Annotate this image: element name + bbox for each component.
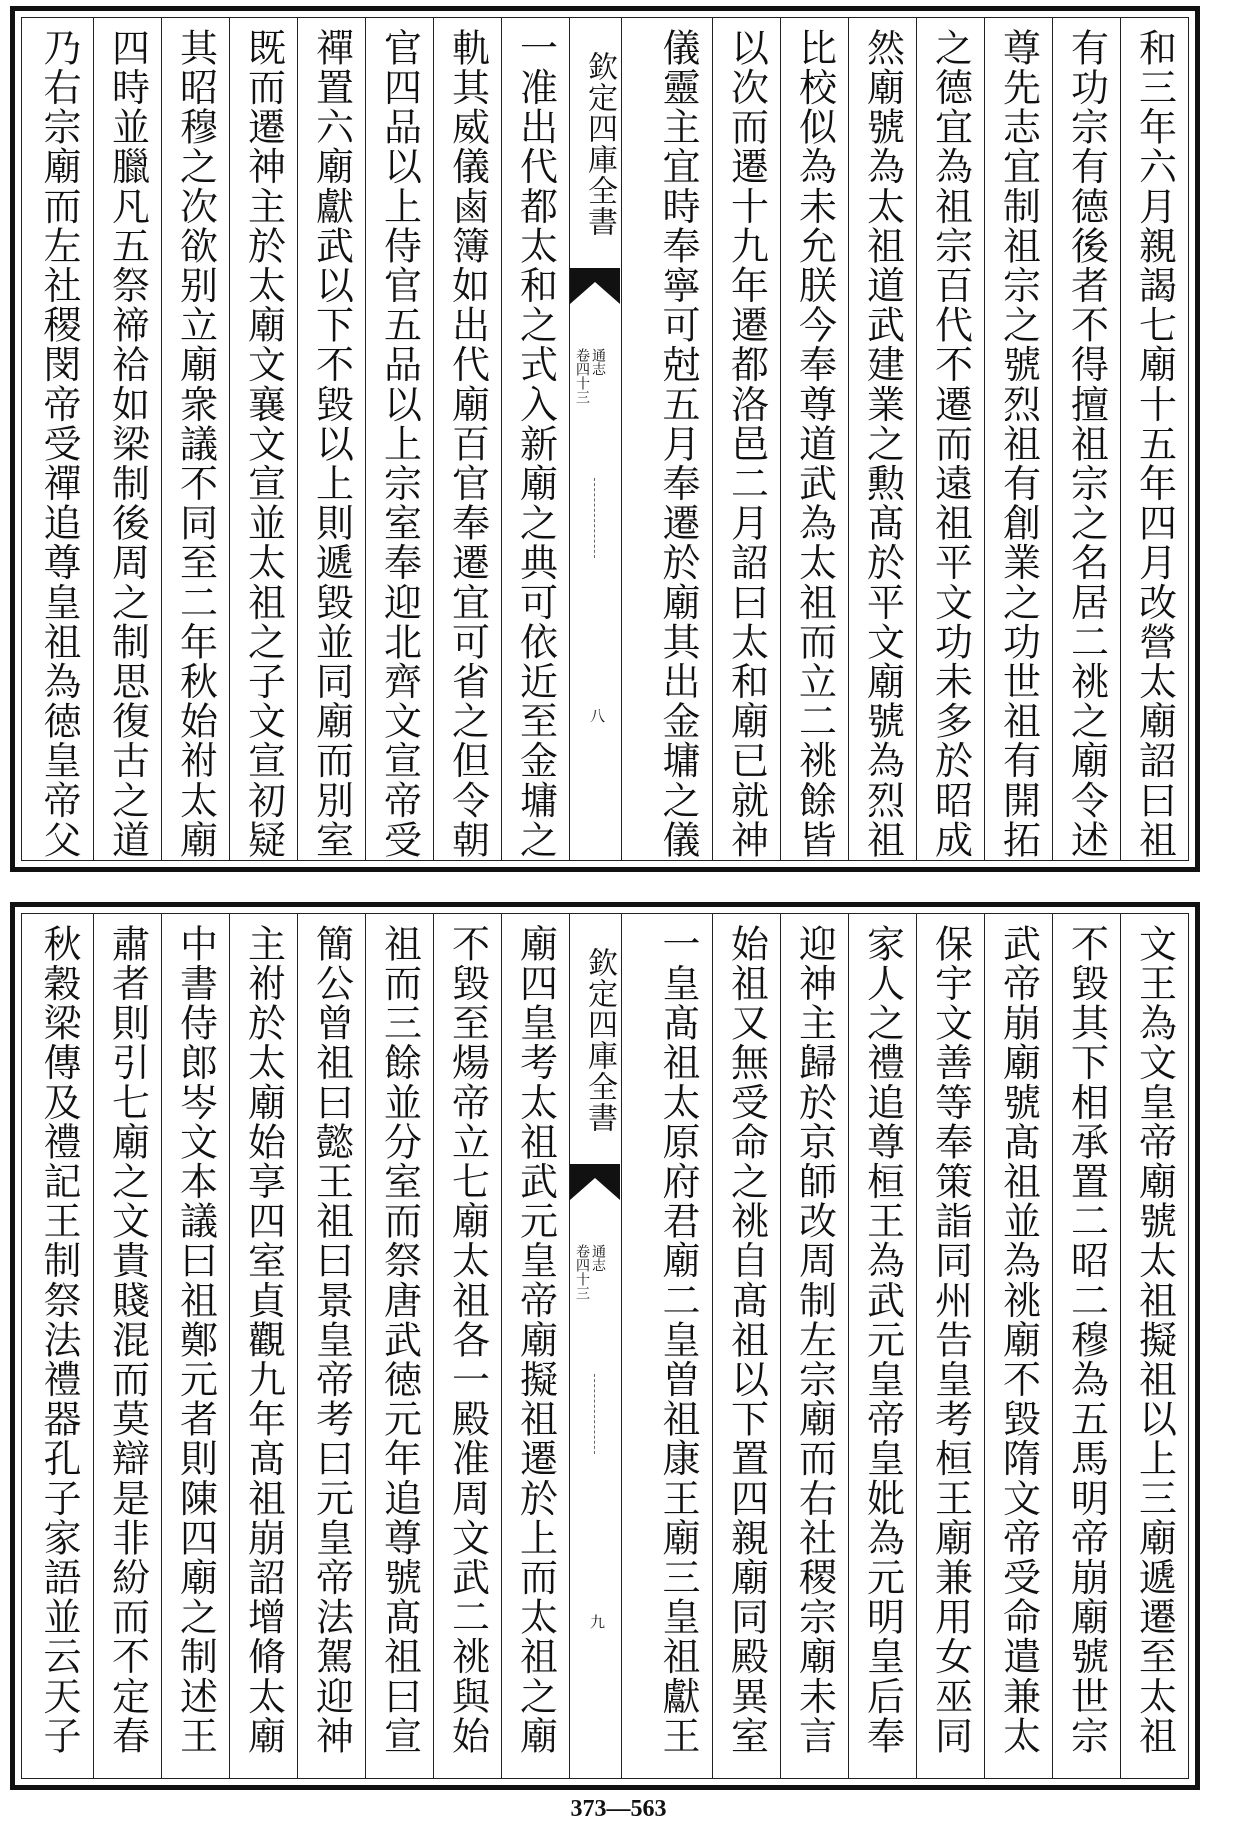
fishtail-mark-icon [570, 268, 620, 304]
right-half-lower [573, 914, 1188, 1778]
banxin-divider [594, 478, 595, 558]
text-column: 文王為文皇帝廟號太祖擬祖以上三廟遞遷至太祖 [1120, 914, 1188, 1778]
text-column: 秋穀梁傳及禮記王制祭法禮器孔子家語並云天子 [37, 924, 81, 1756]
text-column: 其昭穆之次欲别立廟衆議不同至二年秋始祔太廟 [161, 18, 229, 860]
text-column: 廟四皇考太祖武元皇帝廟擬祖遷於上而太祖之廟 [501, 914, 569, 1778]
text-column: 乃右宗廟而左社稷閔帝受禪追尊皇祖為徳皇帝父 [37, 28, 81, 860]
banxin-book-name: 通志 [590, 1244, 606, 1272]
text-column: 官四品以上侍官五品以上宗室奉迎北齊文宣帝受 [365, 18, 433, 860]
text-column: 以次而遷十九年遷都洛邑二月詔曰太和廟已就神 [712, 18, 780, 860]
text-column: 和三年六月親謁七廟十五年四月改營太廟詔曰祖 [1120, 18, 1188, 860]
text-column: 儀靈主宜時奉寧可尅五月奉遷於廟其出金墉之儀 [656, 28, 700, 860]
text-column: 迎神主歸於京師改周制左宗廟而右社稷宗廟未言 [780, 914, 848, 1778]
banxin-volume: 卷四十三 [574, 348, 590, 404]
banxin-divider [594, 1374, 595, 1454]
banxin-book-name: 通志 [590, 348, 606, 376]
fishtail-mark-icon [570, 1164, 620, 1200]
page-footer-number: 373—563 [570, 1796, 667, 1822]
page-leaf-lower [10, 902, 1200, 1790]
right-half-upper [573, 18, 1188, 860]
text-column: 中書侍郎岑文本議曰祖鄭元者則陳四廟之制述王 [161, 914, 229, 1778]
text-column: 不毀至煬帝立七廟太祖各一殿准周文武二祧與始 [433, 914, 501, 1778]
text-column: 不毀其下相承置二昭二穆為五馬明帝崩廟號世宗 [1052, 914, 1120, 1778]
banxin-volume: 卷四十三 [574, 1244, 590, 1300]
text-column: 祖而三餘並分室而祭唐武徳元年追尊號髙祖曰宣 [365, 914, 433, 1778]
text-column: 保宇文善等奉策詣同州告皇考桓王廟兼用女巫同 [916, 914, 984, 1778]
text-column: 肅者則引七廟之文貴賤混而莫辯是非紛而不定春 [93, 914, 161, 1778]
center-banxin [569, 18, 622, 860]
text-column: 既而遷神主於太廟文襄文宣並太祖之子文宣初疑 [229, 18, 297, 860]
text-column: 之德宜為祖宗百代不遷而遠祖平文功未多於昭成 [916, 18, 984, 860]
text-column: 軌其威儀鹵簿如出代廟百官奉遷宜可省之但令朝 [433, 18, 501, 860]
leaf-inner-frame [21, 17, 1189, 861]
page-leaf-upper [10, 6, 1200, 872]
leaf-inner-frame [21, 913, 1189, 1779]
text-column: 始祖又無受命之祧自髙祖以下置四親廟同殿異室 [712, 914, 780, 1778]
text-column: 武帝崩廟號髙祖並為祧廟不毀隋文帝受命遣兼太 [984, 914, 1052, 1778]
center-banxin [569, 914, 622, 1778]
text-column: 尊先志宜制祖宗之號烈祖有創業之功世祖有開拓 [984, 18, 1052, 860]
text-column: 簡公曾祖曰懿王祖曰景皇帝考曰元皇帝法駕迎神 [297, 914, 365, 1778]
banxin-title: 欽定四庫全書 [582, 947, 617, 1133]
text-column: 然廟號為太祖道武建業之勲髙於平文廟號為烈祖 [848, 18, 916, 860]
text-column: 比校似為未允朕今奉尊道武為太祖而立二祧餘皆 [780, 18, 848, 860]
text-column: 主祔於太廟始享四室貞觀九年髙祖崩詔增脩太廟 [229, 914, 297, 1778]
banxin-page-number: 八 [588, 708, 606, 723]
text-column: 有功宗有德後者不得擅祖宗之名居二祧之廟令述 [1052, 18, 1120, 860]
text-column: 四時並臘凡五祭禘祫如梁制後周之制思復古之道 [93, 18, 161, 860]
left-half-lower [22, 914, 569, 1778]
text-column: 家人之禮追尊桓王為武元皇帝皇妣為元明皇后奉 [848, 914, 916, 1778]
banxin-title: 欽定四庫全書 [582, 51, 617, 237]
banxin-page-number: 九 [588, 1614, 606, 1629]
text-column: 一准出代都太和之式入新廟之典可依近至金墉之 [501, 18, 569, 860]
left-half-upper [22, 18, 569, 860]
text-column: 一皇髙祖太原府君廟二皇曽祖康王廟三皇祖獻王 [656, 924, 700, 1756]
text-column: 禪置六廟獻武以下不毀以上則遞毀並同廟而別室 [297, 18, 365, 860]
